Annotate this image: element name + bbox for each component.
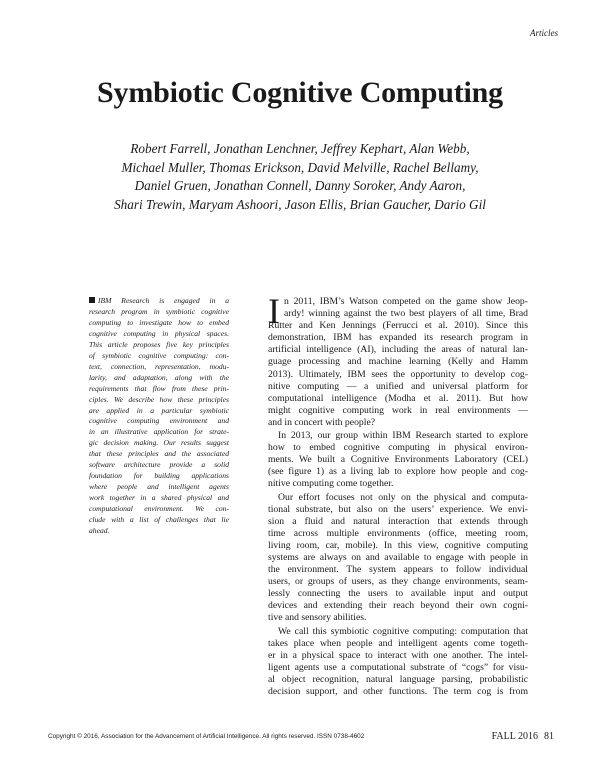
body-line: the environment. The system appears to follow individual: [268, 564, 528, 576]
body-line: might cognitive computing work in real environments —: [268, 404, 528, 416]
body-line: tional substrate, but also on the users’ experience. We envi-: [268, 503, 528, 515]
paragraph-vision: [268, 492, 528, 625]
abstract-line: where people and intelligent agents: [89, 482, 229, 492]
body-line: devices and extending their reach beyond their own cogni-: [268, 600, 528, 612]
paragraph-definition: [268, 626, 528, 699]
body-line: systems are always on and available to engage with people in: [268, 551, 528, 563]
body-line: how to embed cognitive computing in physical environ-: [268, 442, 528, 454]
author-line: Shari Trewin, Maryam Ashoori, Jason Ellis, Brian Gaucher, Dario Gil: [114, 196, 486, 212]
abstract-line: text, connection, representation, modu-: [89, 361, 229, 371]
abstract-line: computational environment. We con-: [89, 504, 229, 514]
body-line: takes place when people and intelligent agents come togeth-: [268, 637, 528, 649]
abstract-line: cognitive computing environment and: [89, 416, 229, 426]
body-text: [268, 291, 528, 699]
abstract-line: that these principles and the associated: [89, 449, 229, 459]
page-footer: [492, 731, 554, 742]
body-line: 2013). Ultimately, IBM sees the opportunity to develop cog-: [268, 368, 528, 380]
abstract-line: software architecture provide a solid: [89, 460, 229, 470]
body-line: ardy! winning against the two best players of all time, Brad: [284, 308, 528, 320]
issue-label: FALL 2016: [491, 731, 538, 742]
section-label: Articles: [530, 28, 558, 38]
copyright-notice: Copyright © 2016, Association for the Advancement of Artificial Intelligence. All rights reserved. ISSN 0738-4602: [48, 733, 365, 740]
body-line: ligent agents use a computational substrate of “cogs” for visu-: [268, 661, 528, 673]
author-list: [60, 140, 540, 214]
body-line: sion a fluid and natural interaction that extends through: [268, 515, 528, 527]
body-line: We call this symbiotic cognitive computing: computation that: [278, 625, 528, 637]
body-line: ments. We built a Cognitive Environments Laboratory (CEL): [268, 454, 528, 466]
author-line: Daniel Gruen, Jonathan Connell, Danny Soroker, Andy Aaron,: [134, 178, 466, 193]
abstract-line: research program in symbiotic cognitive: [89, 306, 229, 316]
paragraph-cel: [268, 430, 528, 490]
abstract-line: clude with a list of challenges that lie: [89, 515, 229, 525]
body-line: nitive computing come together.: [268, 478, 394, 490]
paragraph-intro: [268, 291, 528, 429]
body-line: lessly connecting the users to available input and output: [268, 588, 528, 600]
abstract: [89, 296, 229, 537]
abstract-line: requirements that flow from these prin-: [89, 383, 229, 393]
article-title: Symbiotic Cognitive Computing: [97, 76, 503, 109]
body-line: (see figure 1) as a living lab to explore how people and cog-: [268, 466, 528, 478]
abstract-line: This article proposes five key principles: [89, 339, 229, 349]
abstract-line: cognitive computing in physical spaces.: [89, 328, 229, 338]
body-line: demonstration, IBM has expanded its research program in: [268, 332, 528, 344]
body-line: Our effort focuses not only on the physical and computa-: [278, 491, 528, 503]
abstract-line: larity, and adaptation, along with the: [89, 372, 229, 382]
body-line: er in a physical space to interact with one another. The intel-: [268, 649, 528, 661]
body-line: guage processing and machine learning (Kelly and Hamm: [268, 356, 528, 368]
abstract-text: IBM Research is engaged in a: [98, 296, 229, 305]
abstract-line: ciples. We describe how these principles: [89, 394, 229, 404]
body-line: In 2013, our group within IBM Research started to explore: [278, 430, 528, 442]
body-line: tive and sensory abilities.: [268, 612, 367, 624]
abstract-line: gic decision making. Our results suggest: [89, 438, 229, 448]
author-line: Michael Muller, Thomas Erickson, David Melville, Rachel Bellamy,: [121, 159, 479, 175]
abstract-line: are applied in a particular symbiotic: [89, 405, 229, 415]
body-line: decision support, and other functions. The term cog is from: [268, 686, 528, 697]
page-number: 81: [544, 731, 554, 742]
body-line: and in concert with people?: [268, 416, 376, 428]
abstract-line: in an illustrative application for strate-: [89, 427, 229, 437]
drop-cap: I: [268, 291, 280, 331]
body-line: users, or groups of users, as they change environments, seam-: [268, 576, 528, 588]
body-line: time across multiple environments (office, meeting room,: [268, 527, 528, 539]
body-line: nitive computing — a unified and universal platform for: [268, 380, 528, 392]
bullet-square-icon: [89, 297, 95, 303]
abstract-line: work together in a shared physical and: [89, 493, 229, 503]
abstract-line: ahead.: [89, 526, 110, 536]
abstract-line: foundation for building applications: [89, 471, 229, 481]
body-line: computational intelligence (Modha et al. 2011). But how: [268, 392, 528, 404]
body-line: artificial intelligence (AI), including the areas of natural lan-: [268, 344, 528, 356]
abstract-line: of symbiotic cognitive computing: con-: [89, 350, 229, 360]
body-line: n 2011, IBM’s Watson competed on the game show Jeop-: [284, 296, 528, 307]
abstract-line: [89, 296, 229, 307]
body-line: al object recognition, natural language parsing, probabilistic: [268, 673, 528, 685]
body-line: Rutter and Ken Jennings (Ferrucci et al. 2010). Since this: [268, 320, 528, 332]
author-line: Robert Farrell, Jonathan Lenchner, Jeffrey Kephart, Alan Webb,: [130, 141, 470, 156]
body-line: living room, car, mobile). In this view, cognitive computing: [268, 539, 528, 551]
abstract-line: computing to investigate how to embed: [89, 317, 229, 327]
